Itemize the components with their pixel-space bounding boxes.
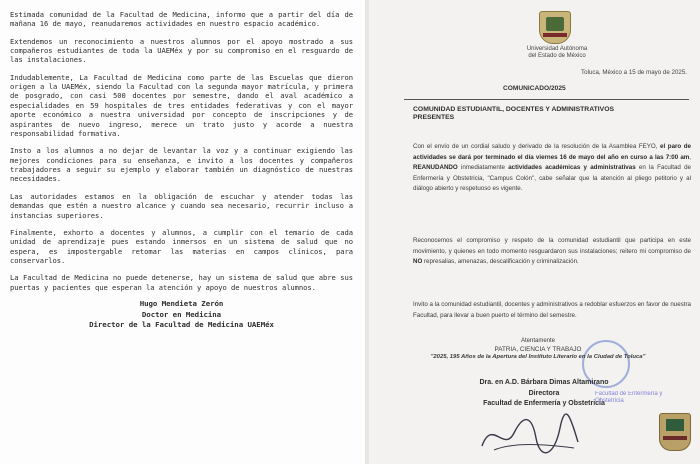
enfermeria-communique	[369, 0, 700, 464]
communique-date: Toluca, México a 15 de mayo de 2025.	[581, 69, 687, 76]
letter-paragraph-5: Las autoridades estamos en la obligación de escuchar y atender todas las demandas que estén a nuestro alcance y cuando sea necesario, recurrir incluso a instancias superiores.	[10, 191, 353, 220]
closing-motto: "2025, 195 Años de la Apertura del Instituto Literario en la Ciudad de Toluca"	[430, 353, 646, 360]
communique-paragraph-3: Invito a la comunidad estudiantil, docentes y administrativos a redoblar esfuerzos en favor de nuestra Facultad, para llevar a buen puerto el término del semestre.	[413, 301, 691, 319]
letter-paragraph-4: Insto a los alumnos a no dejar de levantar la voz y a continuar exigiendo las mejores condiciones para su enseñanza, e invito a los docentes y compañeros trabajadores a seguir su ejemplo y elaborar también un diagnóstico de nuestras necesidades.	[10, 146, 353, 184]
signer-faculty: Facultad de Enfermería y Obstetricia	[483, 400, 605, 407]
letter-paragraph-2: Extendemos un reconocimiento a nuestros alumnos por el apoyo mostrado a sus compañeros estudiantes de toda la UAEMéx y por su compromiso en el resguardo de las instalaciones.	[10, 36, 353, 65]
closing-block	[413, 338, 663, 361]
communique-paragraph-2: Reconocemos el compromiso y respeto de la comunidad estudiantil que participa en este movimiento, y quienes en todo momento resguardaron sus instalaciones; reitero mi compromiso de NO represalias, amenazas, descalificación y criminalización.	[413, 237, 691, 266]
signature-role: Director de la Facultad de Medicina UAEMéx	[89, 320, 274, 330]
university-name: Universidad Autónoma del Estado de México	[526, 46, 588, 60]
signer-role: Directora	[528, 389, 560, 397]
header-rule	[404, 99, 689, 100]
signer-name: Dra. en A.D. Bárbara Dimas Altamirano	[479, 379, 609, 386]
letter-paragraph-3: Indudablemente, La Facultad de Medicina como parte de las Escuelas que dieron origen a la UAEMéx, siendo la Facultad con la segunda mayor matrícula, y primera de posgrado, con casi 500 docentes por semestre, dando el aval académico a especialidades en 59 hospitales de tres entidades federativas y con el mayor aporte económico a nuestra universidad por concepto de inscripciones y de aspirantes de nuevo ingreso, merece un trato justo y acorde a nuestra responsabilidad formativa.	[10, 72, 353, 139]
letter-signature	[10, 299, 353, 331]
university-crest-icon	[539, 11, 571, 44]
communique-number: COMUNICADO/2025	[503, 85, 566, 92]
closing-patria: PATRIA, CIENCIA Y TRABAJO	[494, 345, 582, 353]
stamp-text: Facultad de Enfermería y Obstetricia	[595, 391, 663, 404]
communique-heading: COMUNIDAD ESTUDIANTIL, DOCENTES Y ADMINISTRATIVOS PRESENTES	[413, 106, 615, 122]
closing-atentamente: Atentamente	[520, 338, 556, 344]
signature-degree: Doctor en Medicina	[141, 309, 222, 319]
letter-paragraph-7: La Facultad de Medicina no puede detenerse, hay un sistema de salud que abre sus puertas y pacientes que esperan la atención y apoyo de nuestros alumnos.	[10, 273, 353, 292]
letter-paragraph-6: Finalmente, exhorto a docentes y alumnos, a cumplir con el temario de cada unidad de aprendizaje pues estando inmersos en un sistema de salud que no espera, es impostergable retomar las materias en campos clínicos, para conservarlos.	[10, 227, 353, 265]
faculty-crest-icon	[659, 413, 691, 451]
signature-name: Hugo Mendieta Zerón	[139, 299, 224, 309]
letter-paragraph-1: Estimada comunidad de la Facultad de Medicina, informo que a partir del día de mañana 16 de mayo, reanudaremos actividades en nuestro espacio académico.	[10, 10, 353, 29]
communique-paragraph-1: Con el envío de un cordial saludo y derivado de la resolución de la Asamblea FEYO, el paro de actividades se dará por terminado el día viernes 16 de mayo del año en curso a las 7:00 am, REANUDANDO inmediatamente actividades académicas y administrativas en la Facultad de Enfermería y Obstetricia, "Campus Colón", cabe señalar que la atención al pliego petitorio y al diálogo abierto y respetuoso es vigente.	[413, 143, 692, 193]
